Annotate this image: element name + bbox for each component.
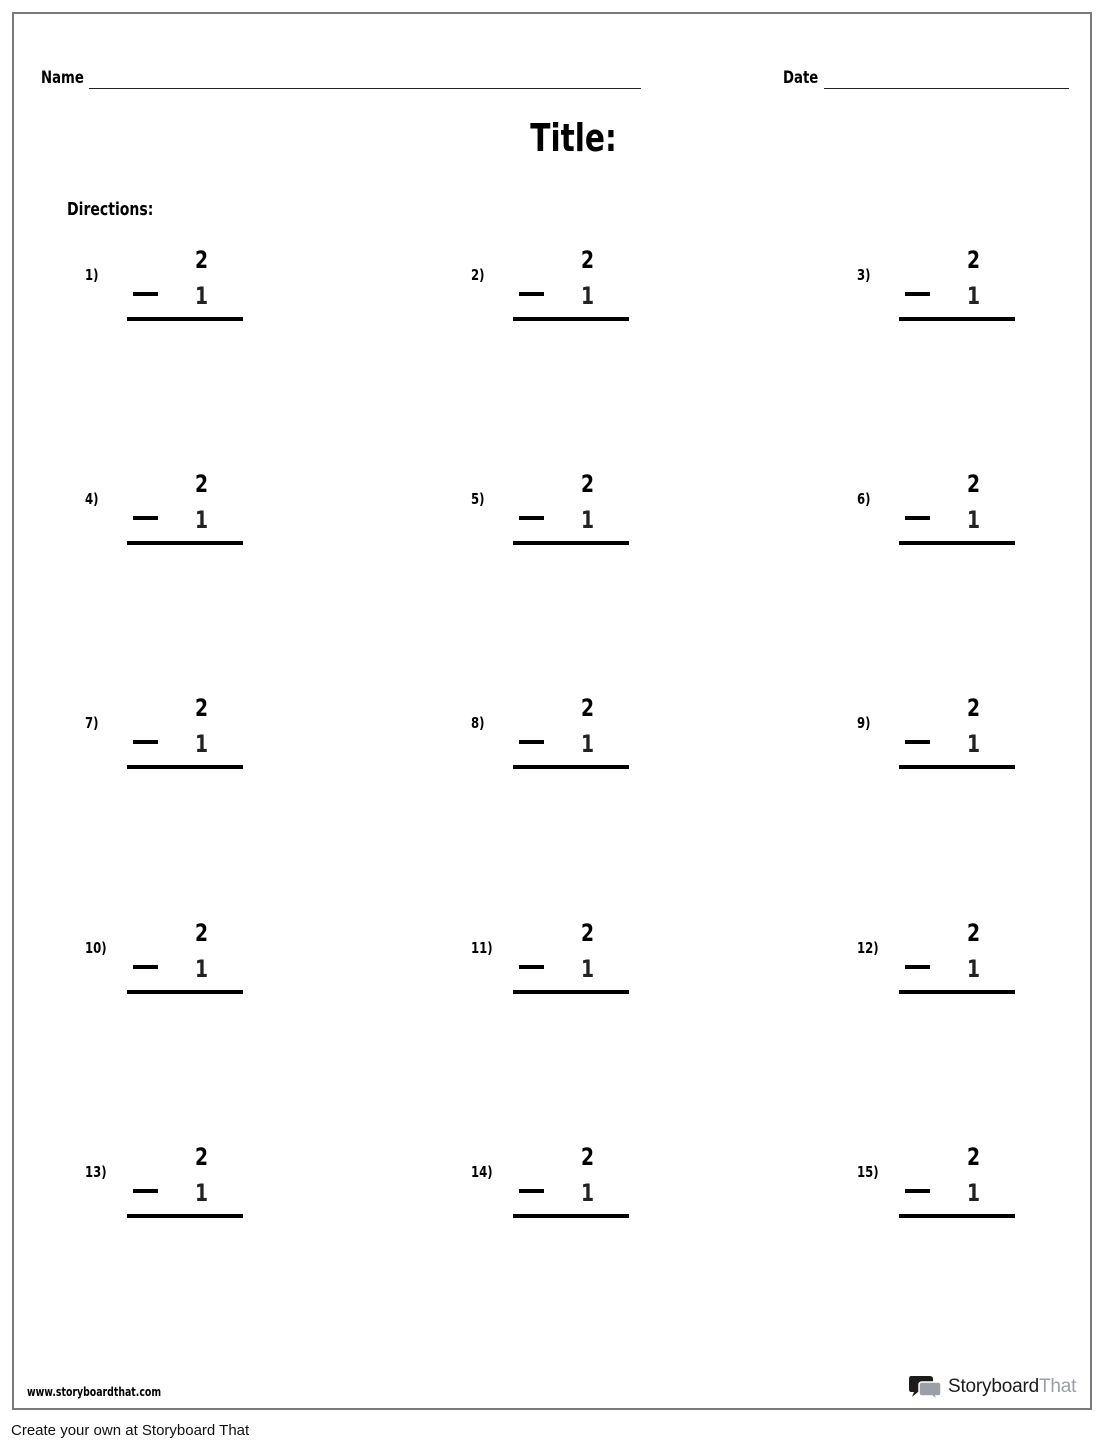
- site-url[interactable]: www.storyboardthat.com: [27, 1385, 162, 1399]
- subtrahend: 1: [195, 1179, 209, 1207]
- minus-sign-icon: [133, 516, 158, 520]
- minus-sign-icon: [133, 965, 158, 969]
- problem-11: [471, 919, 691, 1019]
- problem-number: 14): [471, 1163, 493, 1181]
- minuend: 2: [967, 919, 981, 947]
- logo-wordmark: [948, 1376, 1076, 1398]
- problem-number: 8): [471, 714, 485, 732]
- minuend: 2: [195, 919, 209, 947]
- problem-number: 11): [471, 939, 493, 957]
- minuend: 2: [581, 246, 595, 274]
- minus-sign-icon: [905, 965, 930, 969]
- problem-1: [85, 246, 305, 346]
- minuend: 2: [581, 470, 595, 498]
- problem-number: 12): [857, 939, 879, 957]
- speech-bubbles-icon: [908, 1373, 942, 1401]
- answer-line: [513, 765, 629, 769]
- subtrahend: 1: [195, 955, 209, 983]
- minus-sign-icon: [133, 292, 158, 296]
- minus-sign-icon: [905, 516, 930, 520]
- problem-number: 6): [857, 490, 871, 508]
- minus-sign-icon: [519, 1189, 544, 1193]
- problem-number: 2): [471, 266, 485, 284]
- minus-sign-icon: [905, 292, 930, 296]
- problem-5: [471, 470, 691, 570]
- answer-line: [899, 1214, 1015, 1218]
- minuend: 2: [581, 919, 595, 947]
- directions-label: Directions:: [67, 199, 154, 220]
- answer-line: [899, 541, 1015, 545]
- minus-sign-icon: [519, 740, 544, 744]
- subtrahend: 1: [967, 506, 981, 534]
- subtrahend: 1: [581, 955, 595, 983]
- answer-line: [127, 990, 243, 994]
- subtrahend: 1: [967, 955, 981, 983]
- minuend: 2: [195, 694, 209, 722]
- subtrahend: 1: [967, 730, 981, 758]
- problem-14: [471, 1143, 691, 1243]
- minuend: 2: [581, 1143, 595, 1171]
- minuend: 2: [967, 694, 981, 722]
- logo-word-storyboard: Storyboard: [948, 1376, 1039, 1397]
- problem-8: [471, 694, 691, 794]
- minus-sign-icon: [133, 1189, 158, 1193]
- problem-number: 1): [85, 266, 99, 284]
- subtrahend: 1: [581, 730, 595, 758]
- minus-sign-icon: [905, 1189, 930, 1193]
- problem-number: 3): [857, 266, 871, 284]
- answer-line: [127, 765, 243, 769]
- worksheet-title: Title:: [530, 116, 617, 160]
- minus-sign-icon: [905, 740, 930, 744]
- problem-number: 15): [857, 1163, 879, 1181]
- subtrahend: 1: [967, 1179, 981, 1207]
- problem-number: 5): [471, 490, 485, 508]
- problem-15: [857, 1143, 1077, 1243]
- answer-line: [513, 1214, 629, 1218]
- minus-sign-icon: [133, 740, 158, 744]
- answer-line: [513, 541, 629, 545]
- minuend: 2: [195, 246, 209, 274]
- minuend: 2: [967, 470, 981, 498]
- create-your-own-link[interactable]: Create your own at Storyboard That: [11, 1422, 250, 1439]
- minus-sign-icon: [519, 292, 544, 296]
- answer-line: [899, 990, 1015, 994]
- subtrahend: 1: [581, 282, 595, 310]
- problem-9: [857, 694, 1077, 794]
- minuend: 2: [195, 470, 209, 498]
- problem-10: [85, 919, 305, 1019]
- minus-sign-icon: [519, 965, 544, 969]
- date-field-line: [824, 88, 1069, 89]
- answer-line: [127, 1214, 243, 1218]
- date-label: Date: [783, 68, 819, 88]
- problem-number: 4): [85, 490, 99, 508]
- minuend: 2: [195, 1143, 209, 1171]
- subtrahend: 1: [195, 282, 209, 310]
- minuend: 2: [581, 694, 595, 722]
- storyboardthat-logo[interactable]: [908, 1372, 1076, 1402]
- subtrahend: 1: [581, 506, 595, 534]
- problem-7: [85, 694, 305, 794]
- problem-2: [471, 246, 691, 346]
- problem-3: [857, 246, 1077, 346]
- problem-number: 10): [85, 939, 107, 957]
- logo-word-that: That: [1038, 1376, 1077, 1397]
- answer-line: [127, 317, 243, 321]
- problem-number: 13): [85, 1163, 107, 1181]
- subtrahend: 1: [195, 730, 209, 758]
- subtrahend: 1: [967, 282, 981, 310]
- problem-4: [85, 470, 305, 570]
- subtrahend: 1: [581, 1179, 595, 1207]
- problem-number: 7): [85, 714, 99, 732]
- subtrahend: 1: [195, 506, 209, 534]
- problem-number: 9): [857, 714, 871, 732]
- answer-line: [513, 990, 629, 994]
- answer-line: [513, 317, 629, 321]
- problem-6: [857, 470, 1077, 570]
- minuend: 2: [967, 246, 981, 274]
- answer-line: [127, 541, 243, 545]
- minus-sign-icon: [519, 516, 544, 520]
- name-label: Name: [41, 68, 84, 88]
- answer-line: [899, 317, 1015, 321]
- problem-13: [85, 1143, 305, 1243]
- minuend: 2: [967, 1143, 981, 1171]
- problem-12: [857, 919, 1077, 1019]
- name-field-line: [89, 88, 641, 89]
- answer-line: [899, 765, 1015, 769]
